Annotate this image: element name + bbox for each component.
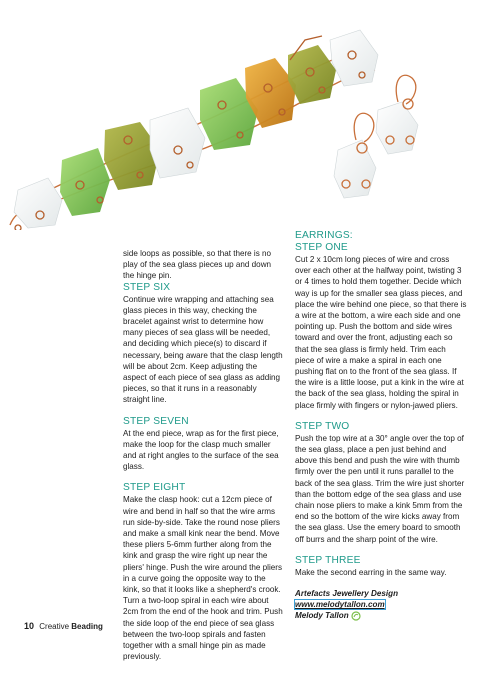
step-heading: STEP SIX [123,281,171,293]
step-three [295,555,467,578]
step-heading: STEP ONE [295,242,348,253]
bracelet [14,30,378,228]
step-heading: STEP TWO [295,420,350,432]
step-one [295,230,467,411]
product-photo [0,0,487,230]
step-body: Push the top wire at a 30° angle over the top of the sea glass, place a pen just behind and above this bend and push the wire with thumb firmly over the pen until it runs parallel to the back of the sea glass. Trim the wire just shorter than the bottom edge of the sea glass and use chain nose pliers to make a kink 5mm from the end so the bottom of the wire kicks away from the sea glass. Use the emery board to smooth off burrs and the sharp point of the wire. [295,433,465,544]
step-heading: STEP SEVEN [123,415,189,427]
left-column [123,248,283,673]
step-heading: STEP THREE [295,554,361,566]
publication-prefix: Creative [39,622,70,631]
earrings [334,75,418,198]
step-eight [123,482,283,662]
step-body: Make the second earring in the same way. [295,567,447,577]
designer-credit [295,588,467,622]
continued-paragraph: side loops as possible, so that there is no play of the sea glass pieces up and down the hinge pin. [123,249,272,281]
step-body: Continue wire wrapping and attaching sea glass pieces in this way, checking the bracelet against wrist to determine how many pieces of sea glass will be needed, and deciding which piece(s) to discard if necessary, being aware that the clasp length will be about 2cm. Keep adjusting the aspect of each piece of sea glass as adding pieces, so that it runs in a reasonably straight line. [123,294,283,405]
page-footer [24,621,103,632]
step-heading: STEP EIGHT [123,482,186,494]
step-two [295,421,467,545]
company-name: Artefacts Jewellery Design [295,589,399,599]
step-six [123,282,283,406]
step-body: Make the clasp hook: cut a 12cm piece of wire and bend in half so that the wire arms run side-by-side. Take the round nose pliers and make a small kink near the bend. Move these pliers 5-6mm further along from the kink and grasp the wire right up near the pliers' hinge. Push the wire around the pliers in a curve going the opposite way to the kink, so that it looks like a shepherd's crook. Turn a two-loop spiral in each wire about 2cm from the end of the hook and trim. Push the side loop of the end piece of sea glass between the two-loop spirals and fasten together with a small hinge pin as made previously. [123,495,283,662]
step-body: Cut 2 x 10cm long pieces of wire and cross over each other at the halfway point, twisting 3 or 4 times to hold them together. Decide which way is up for the smaller sea glass pieces, and place the wire behind one piece, so that there is a wire at the bottom, a wire each side and one pointing up. Push the bottom and side wires toward and over the front, adjusting each so that the sea glass is firmly held. Trim each piece of wire a make a spiral in each one pushing flat on to the front of the sea glass. If the wire is a little loose, put a kink in the wire at the back of the sea glass, holding the spiral in place firmly with fingers or nylon-jawed pliers. [295,255,467,410]
website-link[interactable]: www.melodytallon.com [295,600,385,610]
step-seven [123,416,283,473]
page-number: 10 [24,621,35,631]
right-column [295,230,467,622]
author-name: Melody Tallon [295,611,349,621]
leaf-icon [351,611,361,621]
section-title: EARRINGS: [295,230,353,241]
publication-name: Beading [71,622,103,631]
step-body: At the end piece, wrap as for the first piece, make the loop for the clasp much smaller and at right angles to the surface of the sea glass. [123,428,279,472]
